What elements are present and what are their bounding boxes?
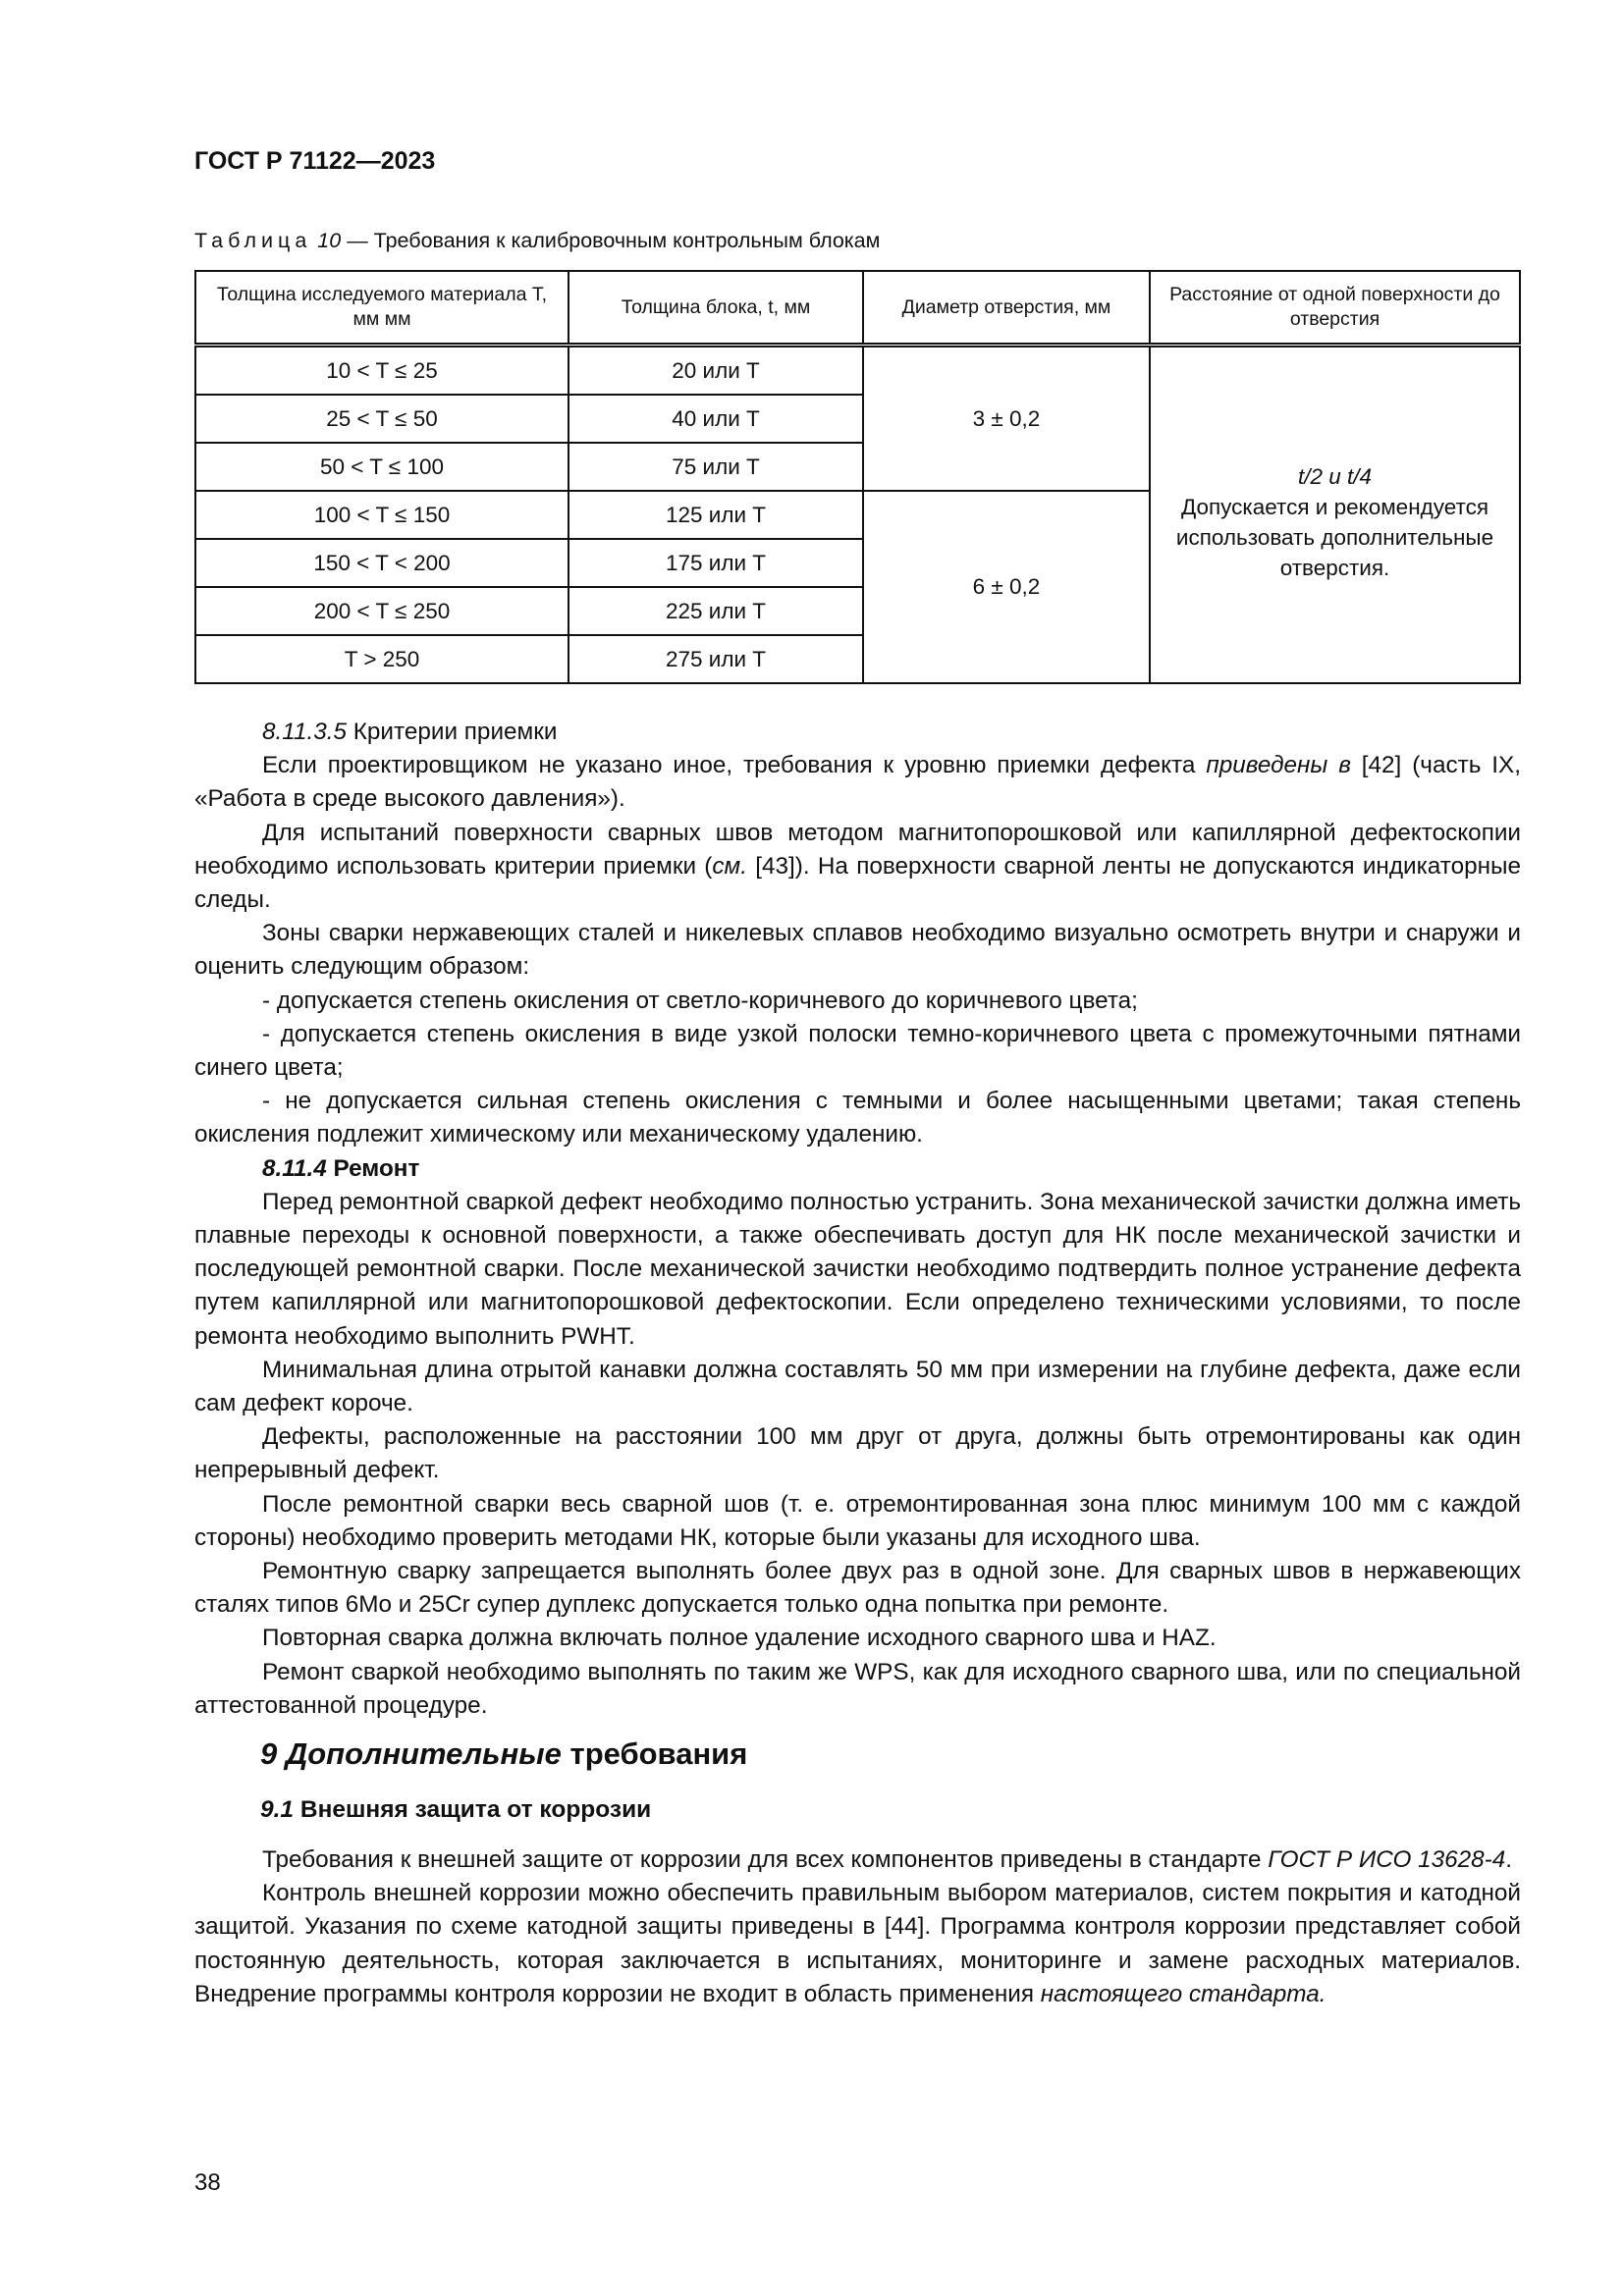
section-8-body (194, 716, 1521, 1723)
cell-diameter: 3 ± 0,2 (863, 346, 1150, 492)
list-item: - допускается степень окисления от светло-коричневого до коричневого цвета; (262, 987, 1138, 1014)
text: [43]). На поверхности сварной ленты не допускаются индикаторные следы. (194, 852, 1521, 914)
paragraph (194, 1877, 1521, 2011)
cell-block: 75 или T (568, 443, 863, 491)
page-number: 38 (194, 2169, 221, 2196)
table-row (195, 346, 1520, 396)
cell-block: 275 или T (568, 635, 863, 683)
header-distance: Расстояние от одной поверхности до отверстия (1150, 271, 1520, 346)
header-material-thickness: Толщина исследуемого материала T, мм мм (195, 271, 568, 346)
paragraph: Минимальная длина отрытой канавки должна составлять 50 мм при измерении на глубине дефекта, даже если сам дефект короче. (194, 1356, 1521, 1417)
paragraph (194, 749, 1521, 816)
table-header-row (195, 271, 1520, 346)
paragraph: Ремонтную сварку запрещается выполнять более двух раз в одной зоне. Для сварных швов в нержавеющих сталях типов 6Mo и 25Cr супер дуплекс допускается только одна попытка при ремонте. (194, 1558, 1521, 1619)
cell-block: 175 или T (568, 539, 863, 587)
cell-material: T > 250 (195, 635, 568, 683)
cell-diameter: 6 ± 0,2 (863, 491, 1150, 683)
text: Контроль внешней коррозии можно обеспечить правильным выбором материалов, систем покрытия и катодной защитой. Указания по схеме катодной защиты приведены в [44]. Программа контроля коррозии представляет собой постоянную деятельность, которая заключается в испытаниях, мониторинге и замене расходных материалов. Внедрение программы контроля коррозии не входит в область применения (194, 1880, 1521, 2007)
cell-block: 20 или T (568, 346, 863, 396)
text: Для испытаний поверхности сварных швов методом магнитопорошковой или капиллярной дефектоскопии необходимо использовать критерии приемки ( (194, 819, 1521, 880)
section-title-italic: 9 Дополнительные (260, 1736, 562, 1771)
cell-material: 25 < T ≤ 50 (195, 395, 568, 443)
cell-material: 100 < T ≤ 150 (195, 491, 568, 539)
cell-block: 225 или T (568, 587, 863, 635)
cell-material: 50 < T ≤ 100 (195, 443, 568, 491)
cell-material: 150 < T < 200 (195, 539, 568, 587)
cell-material: 200 < T ≤ 250 (195, 587, 568, 635)
cell-distance (1150, 346, 1520, 684)
subsection-8-11-3-5-heading (194, 716, 1521, 749)
distance-main: t/2 и t/4 (1297, 463, 1373, 489)
paragraph: Ремонт сваркой необходимо выполнять по таким же WPS, как для исходного сварного шва, или по специальной аттестованной процедуре. (194, 1658, 1521, 1719)
subsection-number: 9.1 (260, 1796, 295, 1823)
text-italic: приведены в (1206, 752, 1351, 779)
list-item: - допускается степень окисления в виде узкой полоски темно-коричневого цвета с промежуточными пятнами синего цвета; (194, 1020, 1521, 1082)
subsection-title: Ремонт (326, 1154, 420, 1182)
subsection-9-1-heading (260, 1796, 651, 1824)
header-hole-diameter: Диаметр отверстия, мм (863, 271, 1150, 346)
table-caption (194, 229, 880, 253)
section-9-body (194, 1843, 1521, 2011)
section-9-heading (260, 1736, 747, 1772)
calibration-blocks-table (194, 270, 1521, 684)
cell-material: 10 < T ≤ 25 (195, 346, 568, 396)
subsection-8-11-4-heading (194, 1152, 1521, 1186)
paragraph: Зоны сварки нержавеющих сталей и никелевых сплавов необходимо визуально осмотреть внутри и снаружи и оценить следующим образом: (194, 920, 1521, 981)
header-block-thickness: Толщина блока, t, мм (568, 271, 863, 346)
subsection-number: 8.11.4 (262, 1154, 327, 1182)
list-item: - не допускается сильная степень окисления с темными и более насыщенными цветами; такая степень окисления подлежит химическому или механическому удалению. (194, 1088, 1521, 1148)
table-caption-text: — Требования к калибровочным контрольным блокам (341, 229, 881, 252)
cell-block: 125 или T (568, 491, 863, 539)
paragraph (194, 1843, 1521, 1877)
table-number: 10 (317, 229, 342, 252)
subsection-title: Критерии приемки (347, 719, 558, 745)
table-caption-word: Таблица (194, 229, 312, 252)
paragraph: Повторная сварка должна включать полное удаление исходного сварного шва и HAZ. (262, 1625, 1217, 1652)
text: Если проектировщиком не указано иное, требования к уровню приемки дефекта (262, 752, 1207, 779)
text: [42] (часть IX, «Работа в среде высокого давления»). (194, 752, 1522, 813)
subsection-title: Внешняя защита от коррозии (294, 1796, 652, 1823)
document-header: ГОСТ Р 71122—2023 (194, 147, 436, 175)
subsection-number: 8.11.3.5 (262, 719, 348, 745)
paragraph: Перед ремонтной сваркой дефект необходимо полностью устранить. Зона механической зачистки должна иметь плавные переходы к основной поверхности, а также обеспечивать доступ для НК после механической зачистки и последующей ремонтной сварки. После механической зачистки необходимо подтвердить полное устранение дефекта путем капиллярной или магнитопорошковой дефектоскопии. Если определено техническими условиями, то после ремонта необходимо выполнить PWHT. (194, 1188, 1521, 1350)
paragraph: Дефекты, расположенные на расстоянии 100 мм друг от друга, должны быть отремонтированы как один непрерывный дефект. (194, 1423, 1521, 1484)
paragraph (194, 817, 1521, 918)
text-italic: см. (712, 852, 747, 880)
standard-reference: ГОСТ Р ИСО 13628-4 (1268, 1846, 1506, 1873)
text: Требования к внешней защите от коррозии для всех компонентов приведены в стандарте (262, 1846, 1269, 1873)
text-italic: настоящего стандарта. (1040, 1980, 1326, 2007)
cell-block: 40 или T (568, 395, 863, 443)
distance-note: Допускается и рекомендуется использовать дополнительные отверстия. (1175, 494, 1494, 580)
section-title: требования (561, 1736, 748, 1771)
text: . (1505, 1846, 1513, 1873)
paragraph: После ремонтной сварки весь сварной шов (т. е. отремонтированная зона плюс минимум 100 мм с каждой стороны) необходимо проверить методами НК, которые были указаны для исходного шва. (194, 1490, 1521, 1551)
